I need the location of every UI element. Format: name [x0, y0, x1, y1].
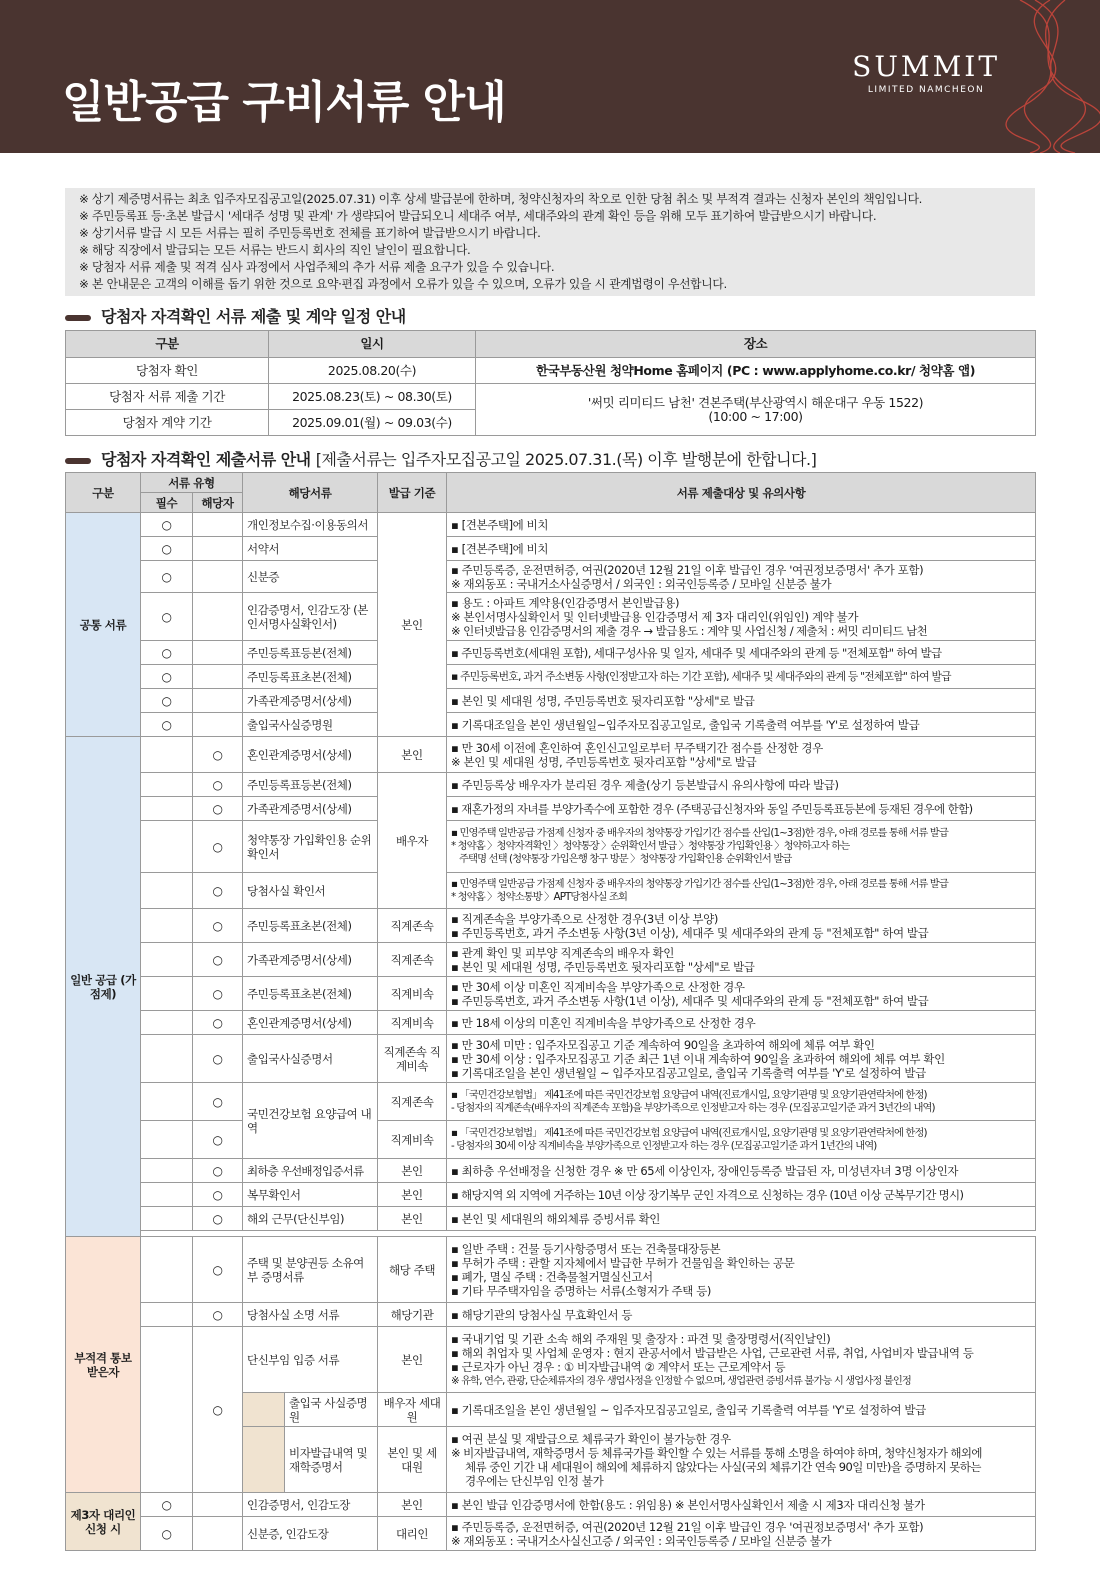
header-issuer: 발급 기준 — [378, 473, 447, 513]
schedule-date: 2025.09.01(월) ~ 09.03(수) — [269, 410, 476, 436]
applicable-mark: ○ — [193, 1207, 243, 1231]
issuer-proxy: 대리인 — [378, 1517, 447, 1551]
table-row — [66, 1011, 1036, 1035]
schedule-place — [476, 384, 1036, 436]
doc-notes: ▪ 주민등록번호(세대원 포함), 세대구성사유 및 일자, 세대주 및 세대주와의 관계 등 "전체포함" 하여 발급 — [447, 641, 1036, 665]
page-title: 일반공급 구비서류 안내 — [62, 77, 506, 128]
section-bar-icon — [65, 458, 91, 464]
doc-notes: ▪ 직계존속을 부양가족으로 산정한 경우(3년 이상 부양) ▪ 주민등록번호, 과거 주소변동 사항(3년 이상), 세대주 및 세대주와의 관계 등 "전체포함" 하여 발급 — [447, 909, 1036, 943]
applicable-mark — [193, 593, 243, 641]
header-doc: 해당서류 — [243, 473, 378, 513]
doc-name: 출입국 사실증명원 — [285, 1393, 378, 1427]
schedule-date: 2025.08.20(수) — [269, 358, 476, 384]
doc-name: 주민등록표초본(전체) — [243, 977, 378, 1011]
doc-name: 신분증 — [243, 561, 378, 593]
table-row — [66, 665, 1036, 689]
doc-notes: ▪ 주민등록번호, 과거 주소변동 사항(인정받고자 하는 기간 포함), 세대주 및 세대주와의 관계 등 "전체포함" 하여 발급 — [447, 665, 1036, 689]
issuer-self-household: 본인 및 세대원 — [378, 1427, 447, 1493]
schedule-label: 당첨자 확인 — [66, 358, 269, 384]
doc-notes: ▪ 주민등록증, 운전면허증, 여권(2020년 12월 21일 이후 발급인 경우 '여권정보증명서' 추가 포함) ※ 재외동포 : 국내거소사실증명서 / 외국인 : 외국인등록증 / 모바일 신분증 불가 — [447, 561, 1036, 593]
applicable-mark — [193, 713, 243, 737]
issuer-agency: 해당기관 — [378, 1303, 447, 1327]
table-row — [66, 943, 1036, 977]
issuer-house: 해당 주택 — [378, 1237, 447, 1303]
doc-notes: ▪ 「국민건강보험법」 제41조에 따른 국민건강보험 요양급여 내역(진료개시일, 요양기관명 및 요양기관연락처에 한정) - 당첨자의 직계존속(배우자의 직계존속 포함)을 부양가족으로 인정받고자 하는 경우 (모집공고일기준 과거 3년간의 내역) — [447, 1083, 1036, 1121]
issuer-descendant: 직계비속 — [378, 1011, 447, 1035]
summit-logo — [852, 50, 1000, 95]
doc-name: 혼인관계증명서(상세) — [243, 737, 378, 773]
doc-notes: ▪ 용도 : 아파트 계약용(인감증명서 본인발급용) ※ 본인서명사실확인서 및 인터넷발급용 인감증명서 제 3자 대리인(위임인) 계약 불가 ※ 인터넷발급용 인감증명서의 제출 경우 → 발급용도 : 계약 및 사업신청 / 제출처 : 써밋 리미티드 남천 — [447, 593, 1036, 641]
doc-name: 청약통장 가입확인용 순위확인서 — [243, 821, 378, 873]
required-mark: ○ — [141, 641, 193, 665]
applicable-mark: ○ — [193, 1183, 243, 1207]
doc-name: 해외 근무(단신부임) — [243, 1207, 378, 1231]
doc-name: 주택 및 분양권등 소유여부 증명서류 — [243, 1237, 378, 1303]
table-row — [66, 1083, 1036, 1121]
table-row — [66, 1517, 1036, 1551]
table-row — [66, 1237, 1036, 1303]
issuer-self: 본인 — [378, 1159, 447, 1183]
doc-notes: ▪ 관계 확인 및 피부양 직계존속의 배우자 확인 ▪ 본인 및 세대원 성명, 주민등록번호 뒷자리포함 "상세"로 발급 — [447, 943, 1036, 977]
applicable-mark — [193, 665, 243, 689]
doc-notes: ▪ 본인 및 세대원의 해외체류 증빙서류 확인 — [447, 1207, 1036, 1231]
doc-name: 복무확인서 — [243, 1183, 378, 1207]
table-row — [66, 909, 1036, 943]
doc-name: 주민등록표등본(전체) — [243, 773, 378, 797]
table-row — [66, 1121, 1036, 1159]
applicable-mark — [193, 513, 243, 537]
doc-notes: ▪ 기록대조일을 본인 생년월일 ~ 입주자모집공고일로, 출입국 기록출력 여부를 'Y'로 설정하여 발급 — [447, 1393, 1036, 1427]
required-mark: ○ — [141, 561, 193, 593]
table-row — [66, 797, 1036, 821]
table-row — [66, 1303, 1036, 1327]
notice-line: ※ 상기서류 발급 시 모든 서류는 필히 주민등록번호 전체를 표기하여 발급받으시기 바랍니다. — [79, 226, 541, 240]
schedule-place: 한국부동산원 청약Home 홈페이지 (PC : www.applyhome.co.kr/ 청약홈 앱) — [476, 358, 1036, 384]
header-applicable: 해당자 — [193, 493, 243, 513]
doc-name: 개인정보수집·이용동의서 — [243, 513, 378, 537]
notice-box — [65, 188, 1035, 296]
page-header — [0, 0, 1100, 153]
section2-note: [제출서류는 입주자모집공고일 2025.07.31.(목) 이후 발행분에 한합니다.] — [315, 450, 817, 469]
section2-title-text: 당첨자 자격확인 제출서류 안내 — [101, 450, 311, 469]
group-common: 공통 서류 — [66, 513, 141, 737]
table-row — [66, 821, 1036, 873]
doc-notes: ▪ 재혼가정의 자녀를 부양가족수에 포함한 경우 (주택공급신청자와 동일 주민등록표등본에 등재된 경우에 한함) — [447, 797, 1036, 821]
required-mark — [141, 1327, 193, 1493]
table-row — [66, 1183, 1036, 1207]
table-row — [66, 689, 1036, 713]
doc-name: 가족관계증명서(상세) — [243, 797, 378, 821]
required-mark: ○ — [141, 593, 193, 641]
issuer-ascendant: 직계존속 — [378, 909, 447, 943]
doc-name: 주민등록표초본(전체) — [243, 665, 378, 689]
notice-line: ※ 당첨자 서류 제출 및 적격 심사 과정에서 사업주체의 추가 서류 제출 요구가 있을 수 있습니다. — [79, 260, 555, 274]
table-row — [66, 1207, 1036, 1231]
schedule-place-line: '써밋 리미티드 남천' 견본주택(부산광역시 해운대구 우동 1522) — [587, 394, 924, 410]
doc-notes: ▪ 만 30세 이상 미혼인 직계비속을 부양가족으로 산정한 경우 ▪ 주민등록번호, 과거 주소변동 사항(1년 이상), 세대주 및 세대주와의 관계 등 "전체포함" 하여 발급 — [447, 977, 1036, 1011]
applicable-mark: ○ — [193, 1011, 243, 1035]
doc-name: 서약서 — [243, 537, 378, 561]
doc-name: 가족관계증명서(상세) — [243, 689, 378, 713]
doc-name: 신분증, 인감도장 — [243, 1517, 378, 1551]
doc-notes: ▪ 만 30세 이전에 혼인하여 혼인신고일로부터 무주택기간 점수를 산정한 경우 ※ 본인 및 세대원 성명, 주민등록번호 뒷자리포함 "상세"로 발급 — [447, 737, 1036, 773]
section2-title — [65, 447, 816, 470]
doc-name: 혼인관계증명서(상세) — [243, 1011, 378, 1035]
notice-line: ※ 상기 제증명서류는 최초 입주자모집공고일(2025.07.31) 이후 상세 발급분에 한하며, 청약신청자의 착오로 인한 당첨 취소 및 부적격 결과는 신청자 본인의 책임입니다. — [79, 192, 923, 206]
doc-notes: ▪ 만 18세 이상의 미혼인 직계비속을 부양가족으로 산정한 경우 — [447, 1011, 1036, 1035]
table-row — [66, 977, 1036, 1011]
issuer-spouse: 배우자 — [378, 773, 447, 909]
required-mark — [141, 1121, 193, 1159]
logo-name: SUMMIT — [852, 50, 1000, 83]
table-row — [66, 358, 1036, 384]
schedule-place-hours: (10:00 ~ 17:00) — [708, 408, 803, 424]
applicable-mark: ○ — [193, 797, 243, 821]
doc-notes: ▪ 민영주택 일반공급 가점제 신청자 중 배우자의 청약통장 가입기간 점수를 산입(1~3점)한 경우, 아래 경로를 통해 서류 발급 * 청약홈 〉청약자격확인 〉청약통장 〉순위확인서 발급 〉청약통장 가입확인용 〉청약하고자 하는 주택명 선택 (청약통장 가입은행 창구 방문 〉청약통장 가입확인용 순위확인서 발급 — [447, 821, 1036, 873]
required-mark: ○ — [141, 713, 193, 737]
documents-table — [65, 472, 1036, 1551]
required-mark — [141, 1183, 193, 1207]
required-mark: ○ — [141, 1517, 193, 1551]
issuer-self: 본인 — [378, 1183, 447, 1207]
issuer-ascendant: 직계존속 — [378, 1083, 447, 1121]
doc-name: 출입국사실증명원 — [243, 713, 378, 737]
table-row — [66, 1493, 1036, 1517]
doc-notes: ▪ [견본주택]에 비치 — [447, 537, 1036, 561]
notice-line: ※ 본 안내문은 고객의 이해를 돕기 위한 것으로 요약·편집 과정에서 오류가 있을 수 있으며, 오류가 있을 시 관계법령이 우선합니다. — [79, 277, 727, 291]
table-row — [66, 561, 1036, 593]
required-mark — [141, 821, 193, 873]
doc-notes: ▪ 국내기업 및 기관 소속 해외 주재원 및 출장자 : 파견 및 출장명령서(직인날인) ▪ 해외 취업자 및 사업체 운영자 : 현지 관공서에서 발급받은 사업, 근로관련 서류, 취업, 사업비자 발급내역 등 ▪ 근로자가 아닌 경우 : ① 비자발급내역 ② 계약서 또는 근로계약서 등 ※ 유학, 연수, 관광, 단순체류자의 경우 생업사정을 인정할 수 없으며, 생업관련 증빙서류 불가능 시 생업사정 불인정 — [447, 1327, 1036, 1393]
applicable-mark: ○ — [193, 821, 243, 873]
issuer-descendant: 직계비속 — [378, 1121, 447, 1159]
issuer-self: 본인 — [378, 1327, 447, 1393]
applicable-mark — [193, 641, 243, 665]
applicable-mark: ○ — [193, 873, 243, 909]
doc-name: 가족관계증명서(상세) — [243, 943, 378, 977]
required-mark — [141, 773, 193, 797]
applicable-mark — [193, 689, 243, 713]
doc-name: 당첨사실 확인서 — [243, 873, 378, 909]
header-group: 구분 — [66, 473, 141, 513]
table-row — [66, 773, 1036, 797]
section1-title-text: 당첨자 자격확인 서류 제출 및 계약 일정 안내 — [101, 307, 406, 326]
table-row — [66, 873, 1036, 909]
doc-notes: ▪ 「국민건강보험법」 제41조에 따른 국민건강보험 요양급여 내역(진료개시일, 요양기관명 및 요양기관연락처에 한정) - 당첨자의 30세 이상 직계비속을 부양가족으로 인정받고자 하는 경우 (모집공고일기준 과거 1년간의 내역) — [447, 1121, 1036, 1159]
doc-notes: ▪ 민영주택 일반공급 가점제 신청자 중 배우자의 청약통장 가입기간 점수를 산입(1~3점)한 경우, 아래 경로를 통해 서류 발급 * 청약홈 〉청약소통방 〉APT당첨사실 조회 — [447, 873, 1036, 909]
required-mark — [141, 909, 193, 943]
doc-notes: ▪ 만 30세 미만 : 입주자모집공고 기준 계속하여 90일을 초과하여 해외에 체류 여부 확인 ▪ 만 30세 이상 : 입주자모집공고 기준 최근 1년 이내 계속하여 90일을 초과하여 해외에 체류 여부 확인 ▪ 기록대조일을 본인 생년월일 ~ 입주자모집공고일로, 출입국 기록출력 여부를 'Y'로 설정하여 발급 — [447, 1035, 1036, 1083]
required-mark: ○ — [141, 665, 193, 689]
applicable-mark — [193, 1493, 243, 1517]
applicable-mark: ○ — [193, 1303, 243, 1327]
required-mark — [141, 737, 193, 773]
table-row — [66, 1035, 1036, 1083]
notice-line: ※ 주민등록표 등·초본 발급시 '세대주 성명 및 관계' 가 생략되어 발급되오니 세대주 여부, 세대주와의 관계 확인 등을 위해 모두 표기하여 발급받으시기 바랍니다. — [79, 209, 877, 223]
required-mark — [141, 1237, 193, 1303]
required-mark — [141, 943, 193, 977]
table-row — [66, 641, 1036, 665]
section1-title — [65, 304, 406, 327]
table-row — [66, 713, 1036, 737]
doc-name: 출입국사실증명서 — [243, 1035, 378, 1083]
schedule-label: 당첨자 서류 제출 기간 — [66, 384, 269, 410]
doc-notes: ▪ 여권 분실 및 재발급으로 체류국가 확인이 불가능한 경우 ※ 비자발급내역, 재학증명서 등 체류국가를 확인할 수 있는 서류를 통해 소명을 하여야 하며, 청약신청자가 해외에 체류 중인 기간 내 세대원이 해외에 체류하지 않았다는 사실(국외 체류기간 연속 90일 미만)을 증명하지 못하는 경우에는 단신부임 인정 불가 — [447, 1427, 1036, 1493]
required-mark: ○ — [141, 689, 193, 713]
header-doc-type: 서류 유형 — [141, 473, 243, 493]
doc-notes: ▪ 일반 주택 : 건물 등기사항증명서 또는 건축물대장등본 ▪ 무허가 주택 : 관할 지자체에서 발급한 무허가 건물임을 확인하는 공문 ▪ 폐가, 멸실 주택 : 건축물철거멸실신고서 ▪ 기타 무주택자임을 증명하는 서류(소형저가 주택 등) — [447, 1237, 1036, 1303]
applicable-mark — [193, 561, 243, 593]
required-mark — [141, 873, 193, 909]
issuer-self: 본인 — [378, 1493, 447, 1517]
section-bar-icon — [65, 315, 91, 321]
doc-name: 인감증명서, 인감도장 — [243, 1493, 378, 1517]
table-row — [66, 384, 1036, 410]
issuer-self: 본인 — [378, 1207, 447, 1231]
table-row — [66, 593, 1036, 641]
doc-name: 주민등록표초본(전체) — [243, 909, 378, 943]
applicable-mark: ○ — [193, 909, 243, 943]
required-mark — [141, 1083, 193, 1121]
doc-name: 주민등록표등본(전체) — [243, 641, 378, 665]
required-mark — [141, 977, 193, 1011]
table-row — [66, 513, 1036, 537]
schedule-label: 당첨자 계약 기간 — [66, 410, 269, 436]
group-ineligible: 부적격 통보 받은자 — [66, 1237, 141, 1493]
helix-decoration-icon — [1000, 0, 1100, 153]
applicable-mark: ○ — [193, 1159, 243, 1183]
required-mark — [141, 1159, 193, 1183]
doc-notes: ▪ 해당지역 외 지역에 거주하는 10년 이상 장기복무 군인 자격으로 신청하는 경우 (10년 이상 군복무기간 명시) — [447, 1183, 1036, 1207]
required-mark — [141, 797, 193, 821]
required-mark — [141, 1011, 193, 1035]
schedule-header-label: 구분 — [66, 331, 269, 358]
group-proxy: 제3자 대리인 신청 시 — [66, 1493, 141, 1551]
doc-notes: ▪ 본인 발급 인감증명서에 한함(용도 : 위임용) ※ 본인서명사실확인서 제출 시 제3자 대리신청 불가 — [447, 1493, 1036, 1517]
group-general: 일반 공급 (가점제) — [66, 737, 141, 1237]
required-mark: ○ — [141, 1493, 193, 1517]
issuer-descendant: 직계비속 — [378, 977, 447, 1011]
applicable-mark: ○ — [193, 773, 243, 797]
doc-name: 비자발급내역 및 재학증명서 — [285, 1427, 378, 1493]
table-row — [66, 537, 1036, 561]
header-notes: 서류 제출대상 및 유의사항 — [447, 473, 1036, 513]
doc-notes: ▪ 최하층 우선배정을 신청한 경우 ※ 만 65세 이상인자, 장애인등록증 발급된 자, 미성년자녀 3명 이상인자 — [447, 1159, 1036, 1183]
issuer-self: 본인 — [378, 737, 447, 773]
doc-name: 단신부임 입증 서류 — [243, 1327, 378, 1393]
doc-notes: ▪ 주민등록증, 운전면허증, 여권(2020년 12월 21일 이후 발급인 경우 '여권정보증명서' 추가 포함) ※ 재외동포 : 국내거소사실신고증 / 외국인 : 외국인등록증 / 모바일 신분증 불가 — [447, 1517, 1036, 1551]
issuer-asc-desc: 직계존속 직계비속 — [378, 1035, 447, 1083]
table-row — [66, 737, 1036, 773]
schedule-date: 2025.08.23(토) ~ 08.30(토) — [269, 384, 476, 410]
required-mark — [141, 1035, 193, 1083]
schedule-table — [65, 330, 1036, 436]
schedule-header-place: 장소 — [476, 331, 1036, 358]
applicable-mark — [193, 1517, 243, 1551]
applicable-mark: ○ — [193, 977, 243, 1011]
header-required: 필수 — [141, 493, 193, 513]
applicable-mark: ○ — [193, 1083, 243, 1121]
doc-notes: ▪ [견본주택]에 비치 — [447, 513, 1036, 537]
table-row — [66, 1159, 1036, 1183]
applicable-mark — [193, 537, 243, 561]
applicable-mark: ○ — [193, 1237, 243, 1303]
doc-name: 당첨사실 소명 서류 — [243, 1303, 378, 1327]
required-mark: ○ — [141, 513, 193, 537]
issuer-spouse-household: 배우자 세대원 — [378, 1393, 447, 1427]
issuer-ascendant: 직계존속 — [378, 943, 447, 977]
doc-notes: ▪ 기록대조일을 본인 생년월일~입주자모집공고일로, 출입국 기록출력 여부를 'Y'로 설정하여 발급 — [447, 713, 1036, 737]
table-row — [66, 1327, 1036, 1393]
notice-line: ※ 해당 직장에서 발급되는 모든 서류는 반드시 회사의 직인 날인이 필요합니다. — [79, 243, 471, 257]
applicable-mark: ○ — [193, 1327, 243, 1493]
logo-subtitle: LIMITED NAMCHEON — [867, 85, 985, 95]
required-mark — [141, 1207, 193, 1231]
doc-name: 최하층 우선배정입증서류 — [243, 1159, 378, 1183]
doc-notes: ▪ 해당기관의 당첨사실 무효확인서 등 — [447, 1303, 1036, 1327]
required-mark: ○ — [141, 537, 193, 561]
issuer-self: 본인 — [378, 513, 447, 737]
applicable-mark: ○ — [193, 943, 243, 977]
required-mark — [141, 1303, 193, 1327]
schedule-header-date: 일시 — [269, 331, 476, 358]
doc-name: 인감증명서, 인감도장 (본인서명사실확인서) — [243, 593, 378, 641]
applicable-mark: ○ — [193, 737, 243, 773]
doc-notes: ▪ 본인 및 세대원 성명, 주민등록번호 뒷자리포함 "상세"로 발급 — [447, 689, 1036, 713]
doc-notes: ▪ 주민등록상 배우자가 분리된 경우 제출(상기 등본발급시 유의사항에 따라 발급) — [447, 773, 1036, 797]
applicable-mark: ○ — [193, 1035, 243, 1083]
applicable-mark: ○ — [193, 1121, 243, 1159]
doc-name: 국민건강보험 요양급여 내역 — [243, 1083, 378, 1159]
